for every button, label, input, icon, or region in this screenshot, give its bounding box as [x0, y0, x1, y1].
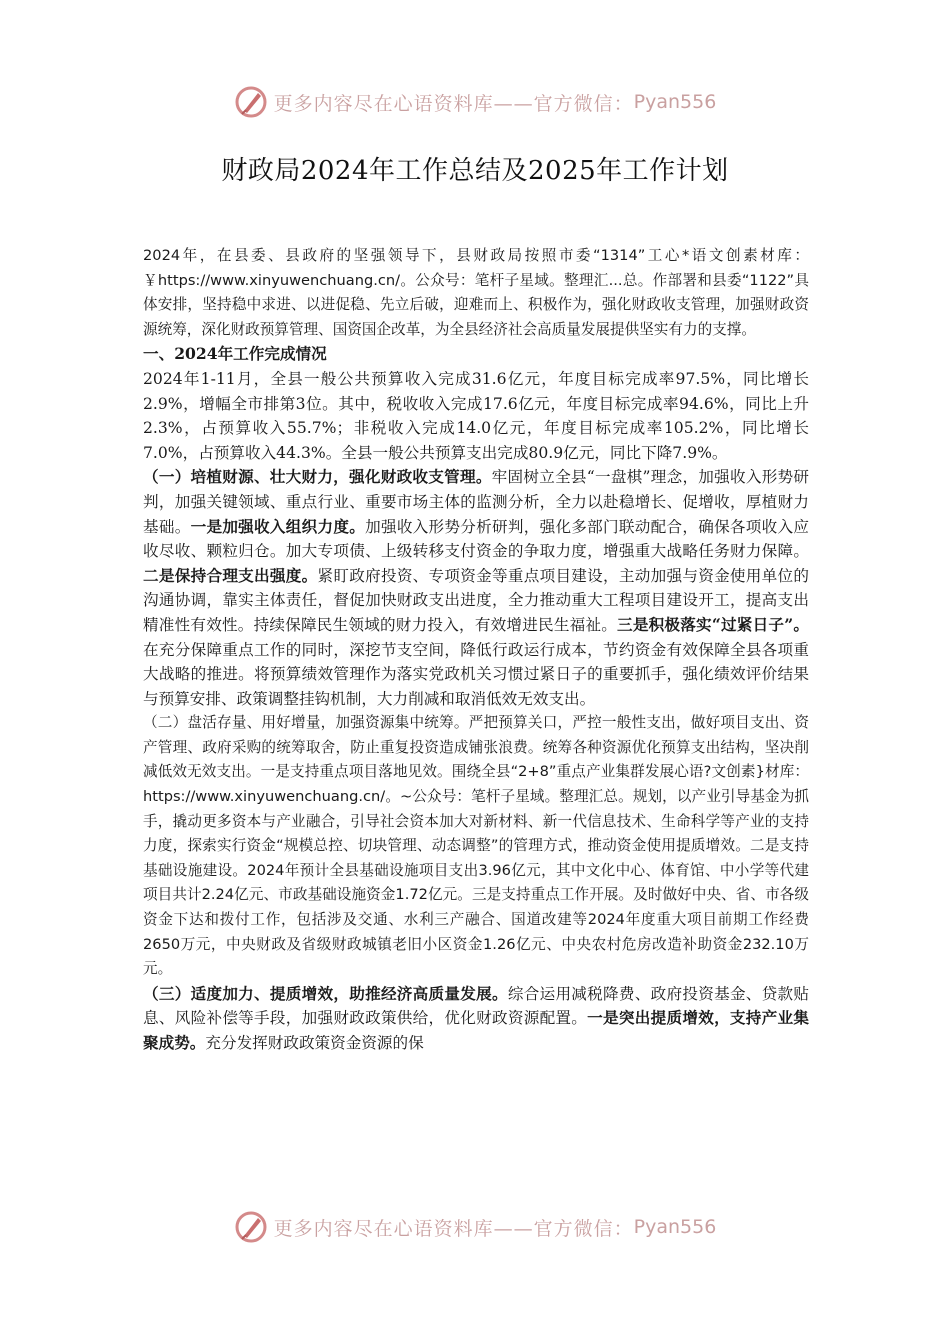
banner-handle: Pyan556 — [633, 91, 717, 113]
part1-point-1: 一是加强收入组织力度。 — [190, 516, 366, 536]
quill-logo-icon — [234, 85, 268, 119]
watermark-banner-bottom — [0, 1207, 950, 1247]
quill-logo-icon — [234, 1210, 268, 1244]
banner-handle: Pyan556 — [633, 1216, 717, 1238]
part3-heading: （三）适度加力、提质增效，助推经济高质量发展。 — [143, 983, 508, 1003]
part1-text-4: 在充分保障重点工作的同时，深挖节支空间，降低行政运行成本，节约资金有效保障全县各项重大战略的推进。将预算绩效管理作为落实党政机关习惯过紧日子的重要抓手，强化绩效评价结果与预算安排、政策调整挂钩机制，大力削减和取消低效无效支出。 — [143, 640, 809, 708]
part1-paragraph — [143, 465, 809, 711]
part1-text-1: 牢固树立全县“一盘棋”理念，加强收入形势研判，加强关键领域、重点行业、重要市场主体的监测分析，全力以赴稳增长、促增收，厚植财力基础。 — [143, 468, 809, 536]
document-body — [143, 244, 809, 1056]
watermark-banner-top — [0, 82, 950, 122]
document-title: 财政局2024年工作总结及2025年工作计划 — [221, 156, 729, 186]
banner-text: 更多内容尽在心语资料库——官方微信： — [273, 92, 634, 115]
part3-text-1: 综合运用减税降费、政府投资基金、贷款贴息、风险补偿等手段，加强财政政策供给，优化财政资源配置。 — [143, 984, 809, 1028]
part1-heading: （一）培植财源、壮大财力，强化财政收支管理。 — [143, 467, 492, 487]
part1-text-2: 加强收入形势分析研判，强化多部门联动配合，确保各项收入应收尽收、颗粒归仓。加大专项债、上级转移支付资金的争取力度，增强重大战略任务财力保障。 — [143, 517, 809, 561]
banner-text: 更多内容尽在心语资料库——官方微信： — [273, 1217, 634, 1240]
part1-text-3: 紧盯政府投资、专项资金等重点项目建设，主动加强与资金使用单位的沟通协调，靠实主体责任，督促加快财政支出进度，全力推动重大工程项目建设开工，提高支出精准性有效性。持续保障民生领域的财力投入，有效增进民生福祉。 — [143, 566, 809, 634]
part1-point-3: 三是积极落实“过紧日子”。 — [617, 614, 809, 634]
section-heading: 一、2024年工作完成情况 — [143, 344, 327, 364]
summary-paragraph: 2024年1-11月，全县一般公共预算收入完成31.6亿元，年度目标完成率97.5%，同比增长2.9%，增幅全市排第3位。其中，税收收入完成17.6亿元，年度目标完成率94.6%，同比上升2.3%，占预算收入55.7%；非税收入完成14.0亿元，年度目标完成率105.2%，同比增长7.0%，占预算收入44.3%。全县一般公共预算支出完成80.9亿元，同比下降7.9%。 — [143, 369, 809, 462]
intro-paragraph: 2024年，在县委、县政府的坚强领导下，县财政局按照市委“1314”工心*语文创素材库：￥https://www.xinyuwenchuang.cn/。公众号：笔杆子星域。整理汇...总。作部署和县委“1122”具体安排，坚持稳中求进、以进促稳、先立后破，迎难而上、积极作为，强化财政收支管理，加强财政资源统筹，深化财政预算管理、国资国企改革，为全县经济社会高质量发展提供坚实有力的支撑。 — [143, 247, 809, 338]
part3-paragraph — [143, 982, 809, 1056]
part3-text-2: 充分发挥财政政策资金资源的保 — [205, 1034, 424, 1052]
part1-point-2: 二是保持合理支出强度。 — [143, 565, 318, 585]
part3-point-1: 一是突出提质增效，支持产业集聚成势。 — [143, 1008, 809, 1052]
part2-paragraph: （二）盘活存量、用好增量，加强资源集中统筹。严把预算关口，严控一般性支出，做好项目支出、资产管理、政府采购的统筹取舍，防止重复投资造成铺张浪费。统筹各种资源优化预算支出结构，坚决削减低效无效支出。一是支持重点项目落地见效。围绕全县“2+8”重点产业集群发展心语?文创素}材库：https://www.xinyuwenchuang.cn/。~公众号：笔杆子星域。整理汇总。规划，以产业引导基金为抓手，撬动更多资本与产业融合，引导社会资本加大对新材料、新一代信息技术、生命科学等产业的支持力度，探索实行资金“规模总控、切块管理、动态调整”的管理方式，推动资金使用提质增效。二是支持基础设施建设。2024年预计全县基础设施项目支出3.96亿元，其中文化中心、体育馆、中小学等代建项目共计2.24亿元、市政基础设施资金1.72亿元。三是支持重点工作开展。及时做好中央、省、市各级资金下达和拨付工作，包括涉及交通、水利三产融合、国道改建等2024年度重大项目前期工作经费2650万元，中央财政及省级财政城镇老旧小区资金1.26亿元、中央农村危房改造补助资金232.10万元。 — [143, 714, 809, 978]
